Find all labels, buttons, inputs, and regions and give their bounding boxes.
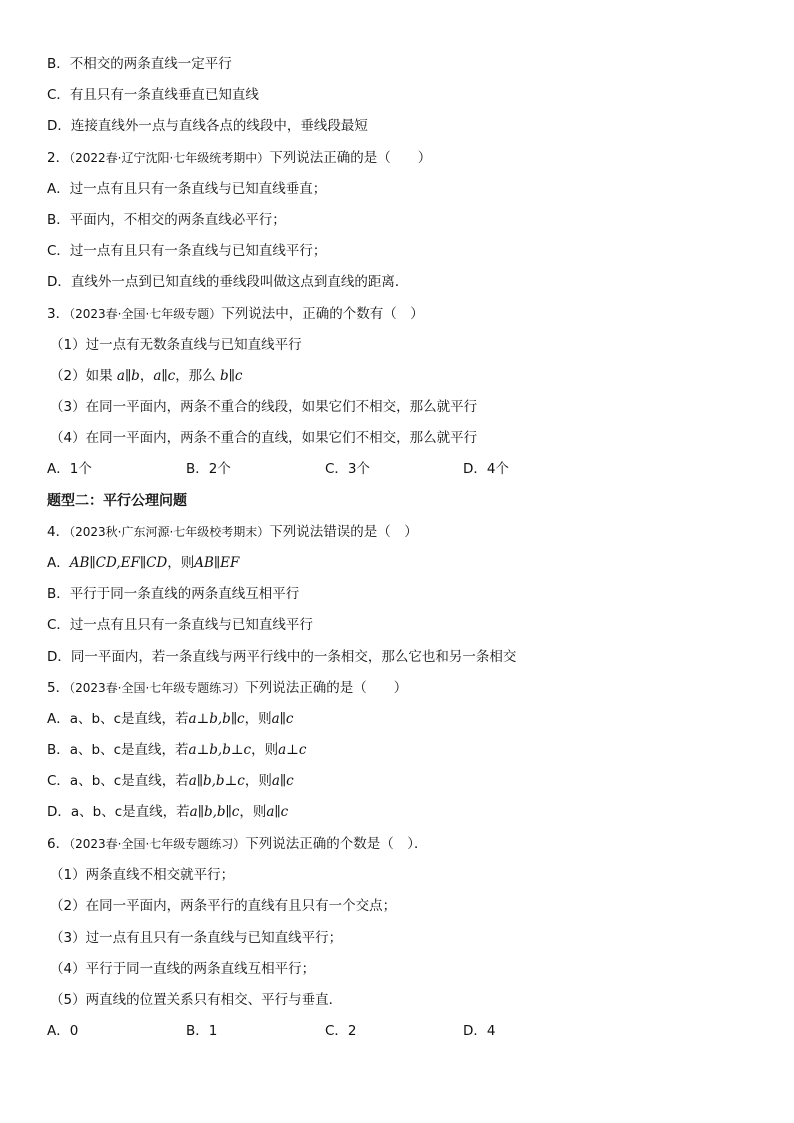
q4-math-2: AB∥EF [194,555,240,571]
q6-option-b: B．1 [186,1023,218,1039]
q6-number: 6． [47,836,70,852]
q6-text: 下列说法正确的个数是（ ）． [245,836,428,852]
q3-math-1: a∥b [116,368,140,384]
q6-statement-5: （5）两直线的位置关系只有相交、平行与垂直． [50,992,343,1008]
q6-options-row [47,1021,647,1041]
q4-stem [47,522,418,542]
q5-option-d: D．a、b、c是直线，若a∥b,b∥c，则a∥c [47,804,289,820]
q3-option-c: C．3个 [325,461,371,477]
q3-text: 下列说法中，正确的个数有（ ） [221,306,424,322]
q2-text: 下列说法正确的是（ ） [269,150,432,166]
q3-stem [47,304,424,324]
q4-option-a: A．AB∥CD,EF∥CD，则AB∥EF [47,555,240,571]
q2-number: 2． [47,150,70,166]
q6-statement-4: （4）平行于同一直线的两条直线互相平行； [50,961,316,977]
q1-option-d: D．连接直线外一点与直线各点的线段中，垂线段最短 [47,118,368,134]
q3-option-a: A．1个 [47,461,92,477]
q6-option-c: C．2 [325,1023,357,1039]
q3-statement-2: （2）如果 a∥b，a∥c，那么 b∥c [50,368,243,384]
q2-stem [47,148,431,168]
q4-option-d: D．同一平面内，若一条直线与两平行线中的一条相交，那么它也和另一条相交 [47,649,517,665]
q5-option-b: B．a、b、c是直线，若a⊥b,b⊥c，则a⊥c [47,742,307,758]
q2-option-d: D．直线外一点到已知直线的垂线段叫做这点到直线的距离． [47,274,409,290]
q1-option-b: B．不相交的两条直线一定平行 [47,56,232,72]
q6-statement-2: （2）在同一平面内，两条平行的直线有且只有一个交点； [50,898,397,914]
q6-option-a: A．0 [47,1023,79,1039]
q5-text: 下列说法正确的是（ ） [245,680,408,696]
q6-option-d: D．4 [463,1023,496,1039]
q2-source: （2022春·辽宁沈阳·七年级统考期中） [69,151,270,165]
q5-number: 5． [47,680,70,696]
q4-option-b: B．平行于同一条直线的两条直线互相平行 [47,586,300,602]
q4-text: 下列说法错误的是（ ） [269,524,418,540]
q6-statement-1: （1）两条直线不相交就平行； [50,867,235,883]
q3-math-2: a∥c [153,368,176,384]
q3-option-d: D．4个 [463,461,509,477]
section-heading: 题型二：平行公理问题 [47,493,187,509]
q2-option-c: C．过一点有且只有一条直线与已知直线平行； [47,243,327,259]
q6-statement-3: （3）过一点有且只有一条直线与已知直线平行； [50,930,343,946]
q4-source: （2023秋·广东河源·七年级校考期末） [69,525,270,539]
q3-option-b: B．2个 [186,461,231,477]
q3-statement-4: （4）在同一平面内，两条不重合的直线，如果它们不相交，那么就平行 [50,430,478,446]
q4-number: 4． [47,524,70,540]
q3-math-3: b∥c [219,368,243,384]
q4-math-1: AB∥CD,EF∥CD [69,555,168,571]
q6-source: （2023春·全国·七年级专题练习） [69,837,246,851]
q3-source: （2023春·全国·七年级专题） [69,307,222,321]
q3-number: 3． [47,306,70,322]
q5-source: （2023春·全国·七年级专题练习） [69,681,246,695]
q3-statement-3: （3）在同一平面内，两条不重合的线段，如果它们不相交，那么就平行 [50,399,478,415]
q2-option-b: B．平面内，不相交的两条直线必平行； [47,212,286,228]
q2-option-a: A．过一点有且只有一条直线与已知直线垂直； [47,181,327,197]
q5-stem [47,678,407,698]
q1-option-c: C．有且只有一条直线垂直已知直线 [47,87,259,103]
q4-option-c: C．过一点有且只有一条直线与已知直线平行 [47,617,313,633]
q3-statement-1: （1）过一点有无数条直线与已知直线平行 [50,337,302,353]
q5-option-c: C．a、b、c是直线，若a∥b,b⊥c，则a∥c [47,773,294,789]
q5-option-a: A．a、b、c是直线，若a⊥b,b∥c，则a∥c [47,711,294,727]
q3-options-row [47,459,647,479]
q6-stem [47,834,428,854]
